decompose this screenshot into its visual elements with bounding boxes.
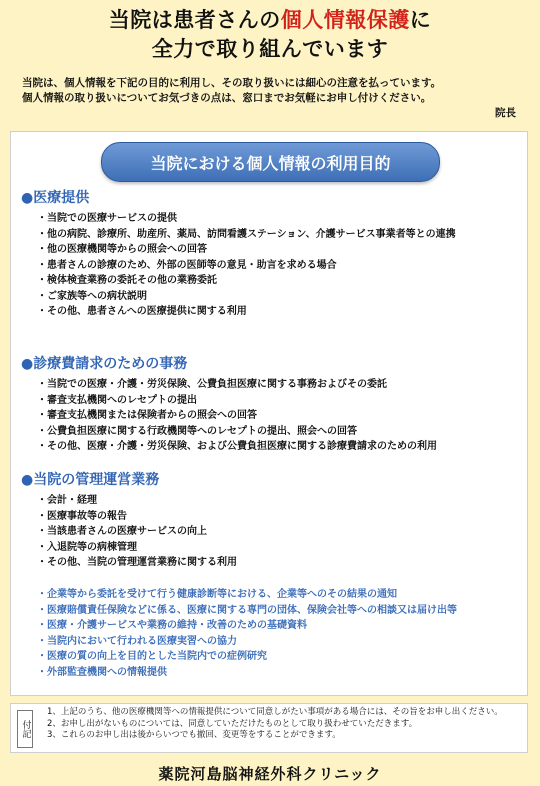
- intro-text: 当院は、個人情報を下記の目的に利用し、その取り扱いには細心の注意を払っています。 個人情報の取り扱いについてお気づきの点は、窓口までお気軽にお申し付けください。: [22, 77, 442, 104]
- list-item: ・当該患者さんの医療サービスの向上: [37, 526, 207, 537]
- note-item: 3、これらのお申し出は後からいつでも撤回、変更等をすることができます。: [47, 730, 341, 740]
- list-item: ・当院での医療・介護・労災保険、公費負担医療に関する事務およびその委託: [37, 379, 387, 390]
- notes-box: [10, 703, 528, 753]
- section-other: [21, 587, 519, 680]
- note-item: 1、上記のうち、他の医療機関等への情報提供について同意しがたい事項がある場合には、その旨をお申し出ください。: [47, 707, 503, 717]
- list-item: ・当院での医療サービスの提供: [37, 213, 177, 224]
- purpose-panel: [10, 131, 528, 696]
- list-item: ・検体検査業務の委託その他の業務委託: [37, 275, 217, 286]
- section-billing: [21, 355, 519, 455]
- list-item: ・医療事故等の報告: [37, 510, 127, 522]
- list-item: ・企業等から委託を受けて行う健康診断等における、企業等へのその結果の通知: [37, 589, 397, 600]
- notes-list: [47, 707, 527, 742]
- list-item: ・その他、患者さんへの医療提供に関する利用: [37, 306, 247, 317]
- section-management: [21, 471, 519, 571]
- list-item: ・当院内において行われる医療実習への協力: [37, 635, 237, 647]
- notes-label: 付記: [17, 710, 33, 748]
- list-item: ・他の病院、診療所、助産所、薬局、訪問看護ステーション、介護サービス事業者等との連携: [37, 228, 456, 240]
- note-item: 2、お申し出がないものについては、同意していただけたものとして取り扱わせていただきます。: [47, 718, 418, 729]
- section-title: ●診療費請求のための事務: [21, 356, 188, 372]
- list-item: ・医療の質の向上を目的とした当院内での症例研究: [37, 651, 267, 662]
- signature: 院長: [495, 107, 516, 119]
- other-list: [21, 587, 519, 680]
- list-item: ・公費負担医療に関する行政機関等へのレセプトの提出、照会への回答: [37, 425, 357, 437]
- section-list: [21, 377, 519, 455]
- list-item: ・他の医療機関等からの照会への回答: [37, 244, 207, 255]
- page-header: [0, 6, 540, 120]
- list-item: ・外部監査機関への情報提供: [37, 666, 167, 678]
- section-medical-care: [21, 189, 519, 320]
- section-title: ●医療提供: [21, 190, 90, 206]
- clinic-name: 薬院河島脳神経外科クリニック: [158, 765, 382, 783]
- list-item: ・その他、当院の管理運営業務に関する利用: [37, 557, 237, 568]
- list-item: ・その他、医療・介護・労災保険、および公費負担医療に関する診療費請求のための利用: [37, 441, 437, 452]
- list-item: ・審査支払機関または保険者からの照会への回答: [37, 410, 257, 421]
- list-item: ・入退院等の病棟管理: [37, 541, 137, 553]
- list-item: ・審査支払機関へのレセプトの提出: [37, 394, 197, 406]
- panel-heading: 当院における個人情報の利用目的: [101, 142, 440, 182]
- list-item: ・医療賠償責任保険などに係る、医療に関する専門の団体、保険会社等への相談又は届け出等: [37, 604, 457, 616]
- list-item: ・会計・経理: [37, 495, 97, 506]
- list-item: ・患者さんの診療のため、外部の医師等の意見・助言を求める場合: [37, 259, 337, 271]
- section-list: [21, 493, 519, 571]
- list-item: ・ご家族等への病状説明: [37, 290, 147, 302]
- page-title: 当院は患者さんの個人情報保護に 全力で取り組んでいます: [108, 8, 432, 61]
- section-title: ●当院の管理運営業務: [21, 472, 160, 488]
- list-item: ・医療・介護サービスや業務の維持・改善のための基礎資料: [37, 620, 307, 631]
- section-list: [21, 211, 519, 320]
- title-highlight: 個人情報保護: [280, 8, 410, 32]
